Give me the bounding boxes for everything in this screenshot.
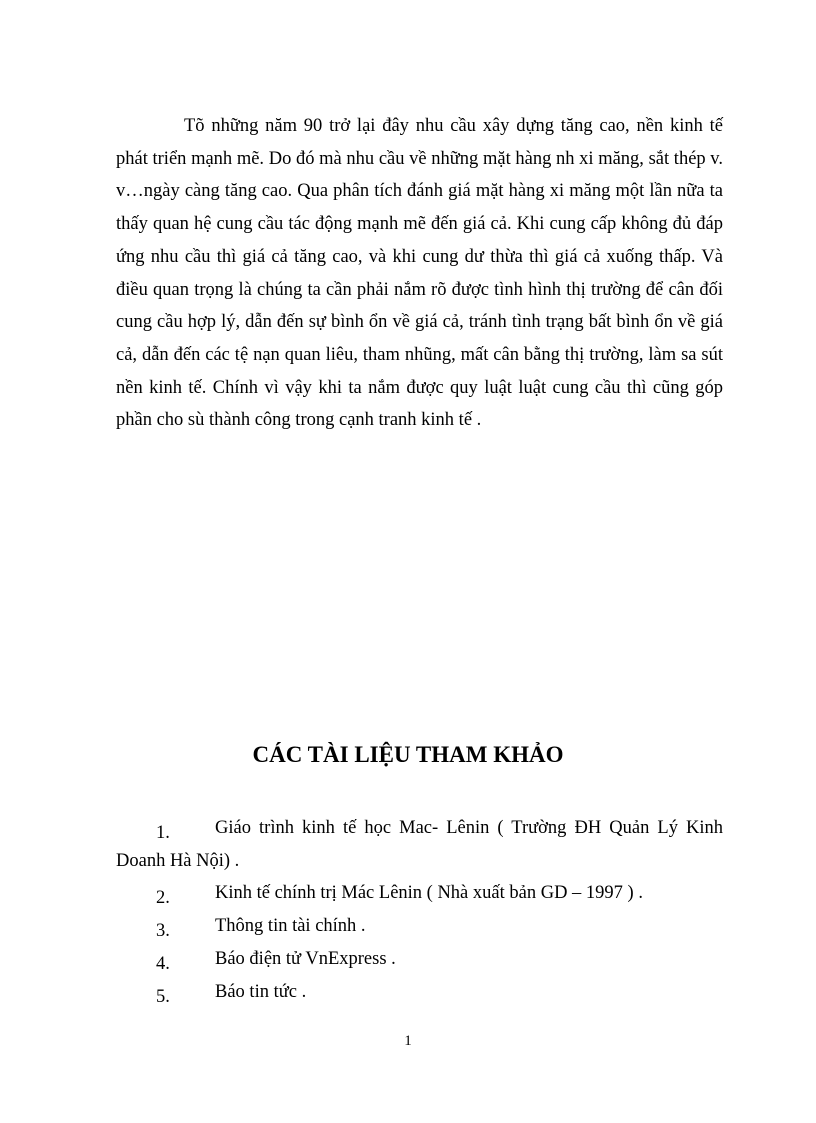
reference-item-4 [116, 943, 723, 976]
reference-text: Kinh tế chính trị Mác Lênin ( Nhà xuất bản GD – 1997 ) . [215, 883, 643, 904]
reference-number: 2. [156, 888, 170, 909]
reference-number: 3. [156, 921, 170, 942]
reference-text: Giáo trình kinh tế học Mac- Lênin ( Trường ĐH Quản Lý Kinh Doanh Hà Nội) . [116, 818, 723, 871]
references-heading: CÁC TÀI LIỆU THAM KHẢO [252, 742, 564, 767]
reference-item-5 [116, 976, 723, 1009]
reference-item-3 [116, 910, 723, 943]
reference-number: 1. [156, 823, 170, 843]
reference-item-1 [116, 812, 723, 877]
references-list [116, 812, 723, 1008]
reference-text: Báo điện tử VnExpress . [215, 948, 396, 969]
reference-number: 5. [156, 986, 170, 1007]
reference-text: Báo tin tức . [215, 981, 307, 1002]
reference-item-2 [116, 877, 723, 910]
body-paragraph: Tõ những năm 90 trở lại đây nhu cầu xây dựng tăng cao, nền kinh tế phát triển mạnh mẽ. Do đó mà nhu cầu về những mặt hàng nh xi măng, sắt thép v. v…ngày càng tăng cao. Qua phân tích đánh giá mặt hàng xi măng một lần nữa ta thấy quan hệ cung cầu tác động mạnh mẽ đến giá cả. Khi cung cấp không đủ đáp ứng nhu cầu thì giá cả tăng cao, và khi cung dư thừa thì giá cả xuống thấp. Và điều quan trọng là chúng ta cần phải nắm rõ được tình hình thị trường để cân đối cung cầu hợp lý, dẫn đến sự bình ổn về giá cả, tránh tình trạng bất bình ổn về giá cả, dẫn đến các tệ nạn quan liêu, tham nhũng, mất cân bằng thị trường, làm sa sút nền kinh tế. Chính vì vậy khi ta nắm được quy luật luật cung cầu thì cũng góp phần cho sù thành công trong cạnh tranh kinh tế . [116, 116, 723, 431]
reference-number: 4. [156, 953, 170, 974]
reference-text: Thông tin tài chính . [215, 916, 366, 937]
page-number: 1 [404, 1033, 412, 1049]
